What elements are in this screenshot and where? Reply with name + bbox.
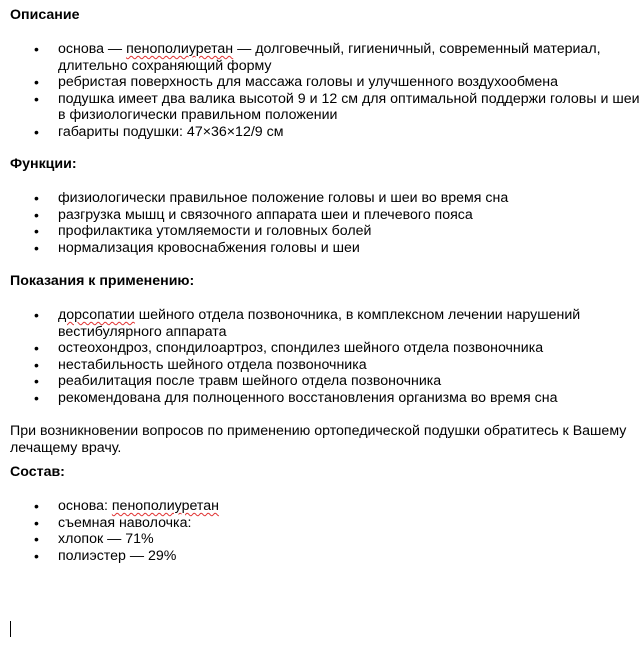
document-body[interactable] (10, 7, 640, 564)
list-item: • профилактика утомляемости и головных болей (58, 223, 640, 240)
list-item: • остеохондроз, спондилоартроз, спондилез шейного отдела позвоночника (58, 340, 640, 357)
composition-list (10, 498, 640, 564)
section-heading-description: Описание (10, 7, 80, 23)
list-item: • рекомендована для полноценного восстановления организма во время сна (58, 390, 640, 407)
list-item: • основа: пенополиуретан (58, 498, 640, 515)
misspelled-word[interactable]: пенополиуретан (111, 498, 219, 514)
list-item: • нормализация кровоснабжения головы и шеи (58, 240, 640, 257)
misspelled-word[interactable]: пенополиуретан (126, 41, 234, 57)
list-item: • ребристая поверхность для массажа головы и улучшенного воздухообмена (58, 74, 640, 91)
list-item: • дорсопатии шейного отдела позвоночника, в комплексном лечении нарушений вестибулярного аппарата (58, 307, 640, 340)
section-heading-indications: Показания к применению: (10, 273, 195, 289)
functions-list (10, 190, 640, 256)
list-item: • нестабильность шейного отдела позвоночника (58, 357, 640, 374)
list-item: • реабилитация после травм шейного отдела позвоночника (58, 373, 640, 390)
indications-list (10, 307, 640, 406)
list-item: • полиэстер — 29% (58, 548, 640, 565)
list-item: • съемная наволочка: (58, 515, 640, 532)
list-item: • хлопок — 71% (58, 531, 640, 548)
misspelled-word[interactable]: дорсопатии (58, 307, 135, 323)
note-paragraph: При возникновении вопросов по применению ортопедической подушки обратитесь к Вашему лечащему врачу. (10, 423, 627, 456)
text-cursor (10, 621, 11, 637)
description-list (10, 41, 640, 140)
list-item: • физиологически правильное положение головы и шеи во время сна (58, 190, 640, 207)
list-item: • разгрузка мышц и связочного аппарата шеи и плечевого пояса (58, 207, 640, 224)
list-item: • основа — пенополиуретан — долговечный, гигиеничный, современный материал, длительно сохраняющий форму (58, 41, 640, 74)
section-heading-functions: Функции: (10, 156, 77, 172)
section-heading-composition: Состав: (10, 464, 65, 480)
list-item: • габариты подушки: 47×36×12/9 см (58, 124, 640, 141)
list-item: • подушка имеет два валика высотой 9 и 12 см для оптимальной поддержи головы и шеи в физиологически правильном положении (58, 91, 640, 124)
